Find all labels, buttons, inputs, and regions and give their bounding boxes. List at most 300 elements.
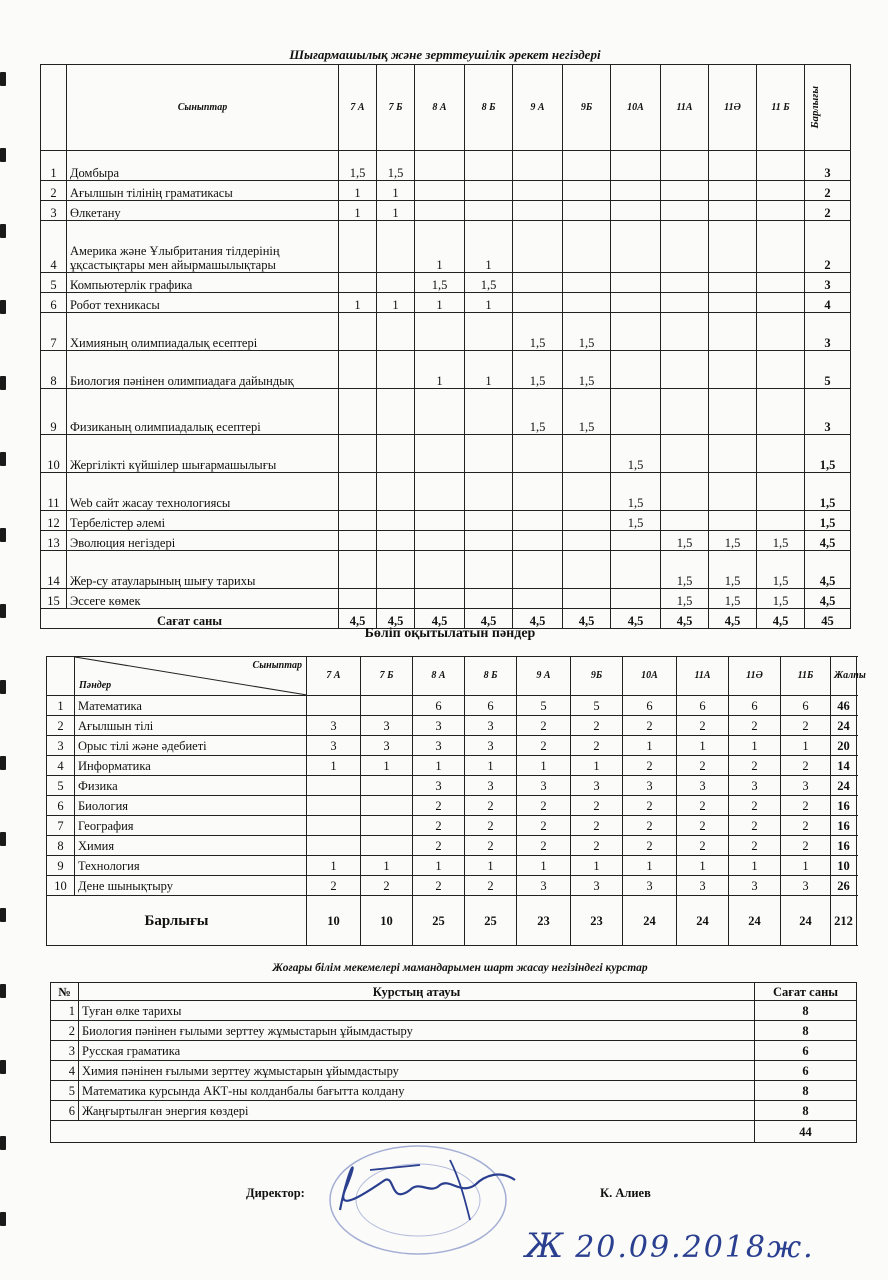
hours-cell	[513, 473, 563, 511]
activity-name: Ағылшын тілінің граматикасы	[67, 181, 339, 201]
row-total: 3	[805, 273, 851, 293]
table1-row	[41, 351, 851, 389]
hours-cell: 3	[781, 776, 831, 796]
hours-cell: 1	[361, 756, 413, 776]
hours-cell	[757, 511, 805, 531]
sum-cell: 10	[361, 896, 413, 946]
activity-name: Жер-су атауларының шығу тарихы	[67, 551, 339, 589]
row-number: 3	[47, 736, 75, 756]
hours-cell: 1	[465, 756, 517, 776]
hours-cell	[709, 221, 757, 273]
table2-row	[47, 856, 857, 876]
hours-cell	[513, 201, 563, 221]
hours-cell: 2	[517, 796, 571, 816]
hours-cell	[339, 511, 377, 531]
hours-cell	[377, 511, 415, 531]
hours-cell	[339, 589, 377, 609]
row-number: 15	[41, 589, 67, 609]
hours-cell	[377, 273, 415, 293]
hours-cell: 1	[339, 181, 377, 201]
class-header: 8 А	[415, 65, 465, 151]
class-header: 10А	[623, 657, 677, 696]
hours-cell: 6	[781, 696, 831, 716]
hours-cell	[563, 473, 611, 511]
sum-label: Барлығы	[47, 896, 307, 946]
hours-cell	[465, 511, 513, 531]
row-number: 10	[41, 435, 67, 473]
hours-cell	[307, 696, 361, 716]
sum-total: 212	[831, 896, 857, 946]
hours-cell: 6	[465, 696, 517, 716]
table3-header-row	[51, 983, 857, 1001]
hours-cell: 1	[465, 221, 513, 273]
hours-cell: 2	[677, 796, 729, 816]
row-number: 8	[47, 836, 75, 856]
hours-cell: 2	[677, 836, 729, 856]
activity-name: Эволюция негіздері	[67, 531, 339, 551]
split-subjects-table	[46, 656, 866, 946]
hours-cell	[377, 551, 415, 589]
table1-row	[41, 511, 851, 531]
hours-cell	[415, 551, 465, 589]
hours-cell: 1,5	[661, 551, 709, 589]
table2-corner	[75, 657, 307, 696]
subject-name: Орыс тілі және әдебиеті	[75, 736, 307, 756]
hours-cell: 1,5	[415, 273, 465, 293]
hours-cell: 1	[415, 221, 465, 273]
hours-cell: 1	[623, 856, 677, 876]
hours-cell	[307, 836, 361, 856]
hours-cell: 2	[571, 836, 623, 856]
hours-cell	[465, 551, 513, 589]
hours-cell: 3	[729, 876, 781, 896]
hours-cell: 1,5	[757, 589, 805, 609]
row-number: 11	[41, 473, 67, 511]
hours-cell	[611, 531, 661, 551]
table1-row	[41, 181, 851, 201]
table2-total-header: Жалпы	[831, 657, 857, 696]
hours-cell	[661, 435, 709, 473]
binder-edge	[0, 0, 10, 1280]
hours-cell: 3	[781, 876, 831, 896]
table2-row	[47, 756, 857, 776]
course-name: Математика курсында АКТ-ны колданбалы бағытта колдану	[79, 1081, 755, 1101]
hours-cell	[611, 273, 661, 293]
hours-cell: 2	[623, 756, 677, 776]
table2-row	[47, 796, 857, 816]
hours-cell: 2	[781, 756, 831, 776]
hours-cell	[757, 293, 805, 313]
hours-cell	[757, 181, 805, 201]
sum-total: 45	[805, 609, 851, 629]
row-total: 1,5	[805, 435, 851, 473]
activity-name: Химияның олимпиадалық есептері	[67, 313, 339, 351]
activity-name: Биология пәнінен олимпиадаға дайындық	[67, 351, 339, 389]
hours-cell	[611, 351, 661, 389]
hours-cell	[611, 293, 661, 313]
table3-row	[51, 1081, 857, 1101]
sum-cell: 4,5	[415, 609, 465, 629]
hours-cell	[339, 351, 377, 389]
table3-header-name: Курстың атауы	[79, 983, 755, 1001]
table2-row	[47, 736, 857, 756]
table2-row	[47, 776, 857, 796]
hours-cell	[361, 796, 413, 816]
hours-cell	[757, 201, 805, 221]
hours-cell	[339, 551, 377, 589]
row-number: 14	[41, 551, 67, 589]
hours-cell	[611, 221, 661, 273]
hours-cell: 2	[517, 836, 571, 856]
table3-row	[51, 1001, 857, 1021]
class-header: 11 Б	[757, 65, 805, 151]
table2-title: Бөліп оқытылатын пәндер	[364, 626, 536, 641]
hours-cell: 2	[623, 796, 677, 816]
hours-cell: 3	[361, 736, 413, 756]
hours-cell: 1	[517, 756, 571, 776]
class-header: 7 Б	[377, 65, 415, 151]
subject-name: Биология	[75, 796, 307, 816]
table1-row	[41, 151, 851, 181]
hours-cell	[709, 389, 757, 435]
class-header: 11Ә	[709, 65, 757, 151]
hours-cell: 1,5	[513, 351, 563, 389]
hours-cell	[563, 151, 611, 181]
hours-cell	[611, 589, 661, 609]
table1-row	[41, 473, 851, 511]
row-total: 2	[805, 181, 851, 201]
activity-name: Web сайт жасау технологиясы	[67, 473, 339, 511]
hours-cell: 1,5	[757, 531, 805, 551]
class-header: 8 А	[413, 657, 465, 696]
hours-cell: 1,5	[661, 589, 709, 609]
hours-cell	[465, 389, 513, 435]
hours-cell: 1,5	[339, 151, 377, 181]
hours-cell: 2	[729, 716, 781, 736]
hours-cell: 1,5	[611, 511, 661, 531]
hours-cell	[513, 435, 563, 473]
hours-cell: 2	[623, 836, 677, 856]
hours-cell: 1,5	[563, 313, 611, 351]
hours-cell	[513, 589, 563, 609]
hours-cell	[513, 531, 563, 551]
row-number: 4	[51, 1061, 79, 1081]
course-name: Биология пәнінен ғылыми зерттеу жұмыстарын ұйымдастыру	[79, 1021, 755, 1041]
hours-cell	[661, 181, 709, 201]
row-number: 6	[47, 796, 75, 816]
table3-row	[51, 1061, 857, 1081]
hours-cell: 2	[677, 816, 729, 836]
class-header: 7 А	[339, 65, 377, 151]
row-number: 2	[51, 1021, 79, 1041]
hours-cell: 6	[413, 696, 465, 716]
hours-cell: 1,5	[563, 351, 611, 389]
hours-cell: 2	[729, 756, 781, 776]
sum-cell: 10	[307, 896, 361, 946]
corner-subjects-label: Пәндер	[79, 680, 112, 691]
hours-cell	[339, 435, 377, 473]
row-total: 16	[831, 796, 857, 816]
hours-cell: 1,5	[709, 551, 757, 589]
activity-name: Эссеге көмек	[67, 589, 339, 609]
hours-cell: 2	[677, 756, 729, 776]
hours-cell	[361, 696, 413, 716]
hours-cell: 3	[571, 876, 623, 896]
hours-cell	[563, 551, 611, 589]
director-signature	[300, 1150, 530, 1230]
hours-cell	[709, 181, 757, 201]
hours-cell: 2	[571, 716, 623, 736]
row-total: 1,5	[805, 473, 851, 511]
hours-cell	[465, 181, 513, 201]
hours-cell	[415, 531, 465, 551]
hours-cell	[513, 293, 563, 313]
activity-name: Өлкетану	[67, 201, 339, 221]
row-total: 46	[831, 696, 857, 716]
hours-cell	[513, 221, 563, 273]
row-total: 24	[831, 716, 857, 736]
hours-cell: 5	[517, 696, 571, 716]
subject-name: Физика	[75, 776, 307, 796]
hours-cell: 3	[677, 776, 729, 796]
row-total: 2	[805, 221, 851, 273]
row-number: 4	[41, 221, 67, 273]
hours-cell	[757, 221, 805, 273]
hours-cell: 2	[781, 796, 831, 816]
hours-cell	[563, 293, 611, 313]
hours-cell: 3	[623, 876, 677, 896]
hours-cell: 1	[571, 756, 623, 776]
hours-cell: 1	[781, 736, 831, 756]
row-number: 2	[41, 181, 67, 201]
row-total: 4,5	[805, 531, 851, 551]
sum-cell: 25	[465, 896, 517, 946]
class-header: 7 Б	[361, 657, 413, 696]
row-total: 4	[805, 293, 851, 313]
row-total: 2	[805, 201, 851, 221]
hours-cell	[611, 389, 661, 435]
hours-cell	[339, 473, 377, 511]
hours-cell	[709, 273, 757, 293]
hours-cell	[757, 435, 805, 473]
hours-cell	[513, 511, 563, 531]
hours-cell: 1	[307, 756, 361, 776]
hours-cell: 1	[729, 736, 781, 756]
hours-cell	[465, 313, 513, 351]
course-hours: 8	[755, 1021, 857, 1041]
hours-cell: 1,5	[661, 531, 709, 551]
hours-cell	[377, 531, 415, 551]
hours-cell: 1,5	[611, 473, 661, 511]
director-name: К. Алиев	[600, 1186, 651, 1200]
table1-row	[41, 293, 851, 313]
university-courses-table	[50, 982, 857, 1143]
hours-cell	[465, 201, 513, 221]
hours-cell	[563, 511, 611, 531]
hours-cell: 2	[781, 716, 831, 736]
row-number: 5	[47, 776, 75, 796]
activity-name: Америка және Ұлыбритания тілдерінің ұқсастықтары мен айырмашылықтары	[67, 221, 339, 273]
activity-name: Тербелістер әлемі	[67, 511, 339, 531]
hours-cell: 3	[307, 716, 361, 736]
row-number: 7	[41, 313, 67, 351]
hours-cell: 3	[465, 736, 517, 756]
hours-cell: 1	[339, 201, 377, 221]
hours-cell: 5	[571, 696, 623, 716]
hours-cell	[415, 589, 465, 609]
table2-row	[47, 716, 857, 736]
hours-cell: 6	[677, 696, 729, 716]
hours-cell	[661, 221, 709, 273]
hours-cell: 1	[677, 736, 729, 756]
sum-cell: 24	[677, 896, 729, 946]
hours-cell: 2	[623, 716, 677, 736]
hours-cell	[465, 589, 513, 609]
row-number: 9	[47, 856, 75, 876]
table1-row	[41, 531, 851, 551]
hours-cell: 3	[729, 776, 781, 796]
hours-cell	[377, 389, 415, 435]
hours-cell: 1	[361, 856, 413, 876]
hours-cell	[339, 273, 377, 293]
subject-name: Информатика	[75, 756, 307, 776]
hours-cell: 1	[413, 856, 465, 876]
sum-cell: 24	[623, 896, 677, 946]
subject-name: Математика	[75, 696, 307, 716]
row-number: 13	[41, 531, 67, 551]
table1-header-row	[41, 65, 851, 151]
hours-cell	[661, 313, 709, 351]
hours-cell: 1	[415, 351, 465, 389]
activity-name: Робот техникасы	[67, 293, 339, 313]
activity-name: Жергілікті күйшілер шығармашылығы	[67, 435, 339, 473]
activity-name: Физиканың олимпиадалық есептері	[67, 389, 339, 435]
hours-cell: 1	[413, 756, 465, 776]
table2-header-row	[47, 657, 857, 696]
subject-name: Технология	[75, 856, 307, 876]
row-number: 7	[47, 816, 75, 836]
hours-cell: 2	[413, 876, 465, 896]
corner-classes-label: Сыныптар	[252, 660, 302, 671]
hours-cell: 2	[781, 836, 831, 856]
sum-cell: 4,5	[339, 609, 377, 629]
hours-cell: 2	[729, 816, 781, 836]
hours-cell: 2	[413, 796, 465, 816]
row-number: 5	[41, 273, 67, 293]
row-number: 1	[47, 696, 75, 716]
row-number: 3	[51, 1041, 79, 1061]
hours-cell: 3	[413, 776, 465, 796]
class-header: 10А	[611, 65, 661, 151]
hours-cell	[709, 435, 757, 473]
hours-cell: 1,5	[709, 531, 757, 551]
hours-cell: 1	[307, 856, 361, 876]
table1-row	[41, 389, 851, 435]
hours-cell	[563, 201, 611, 221]
hours-cell	[563, 221, 611, 273]
hours-cell	[513, 551, 563, 589]
hours-cell: 1	[517, 856, 571, 876]
hours-cell	[563, 589, 611, 609]
row-number: 6	[41, 293, 67, 313]
table2-row	[47, 876, 857, 896]
subject-name: Ағылшын тілі	[75, 716, 307, 736]
hours-cell	[757, 313, 805, 351]
hours-cell: 3	[413, 716, 465, 736]
hours-cell	[709, 201, 757, 221]
hours-cell	[709, 511, 757, 531]
table1-row	[41, 221, 851, 273]
hours-cell	[307, 796, 361, 816]
hours-cell: 2	[571, 816, 623, 836]
row-number: 2	[47, 716, 75, 736]
hours-cell: 2	[465, 816, 517, 836]
hours-cell	[661, 293, 709, 313]
subject-name: Дене шынықтыру	[75, 876, 307, 896]
hours-cell: 1	[377, 201, 415, 221]
hours-cell	[757, 473, 805, 511]
hours-cell	[757, 151, 805, 181]
activity-name: Компьютерлік графика	[67, 273, 339, 293]
hours-cell: 1,5	[513, 389, 563, 435]
course-hours: 6	[755, 1061, 857, 1081]
hours-cell: 1	[571, 856, 623, 876]
hours-cell	[661, 389, 709, 435]
hours-cell: 3	[623, 776, 677, 796]
table2-row	[47, 696, 857, 716]
class-header: 11Ә	[729, 657, 781, 696]
class-header: 8 Б	[465, 65, 513, 151]
course-name: Туған өлке тарихы	[79, 1001, 755, 1021]
hours-cell: 1	[339, 293, 377, 313]
table2-sum-row	[47, 896, 857, 946]
table1-row	[41, 201, 851, 221]
class-header: 11А	[677, 657, 729, 696]
hours-cell: 3	[413, 736, 465, 756]
hours-cell	[465, 531, 513, 551]
sum-cell: 4,5	[377, 609, 415, 629]
hours-cell: 3	[465, 716, 517, 736]
hours-cell	[415, 511, 465, 531]
table3-row	[51, 1021, 857, 1041]
hours-cell: 6	[729, 696, 781, 716]
sum-cell: 25	[413, 896, 465, 946]
hours-cell: 2	[307, 876, 361, 896]
hours-cell: 2	[677, 716, 729, 736]
course-hours: 8	[755, 1101, 857, 1121]
hours-cell	[307, 776, 361, 796]
row-total: 10	[831, 856, 857, 876]
table3-row	[51, 1041, 857, 1061]
hours-cell	[465, 473, 513, 511]
table1-title: Шығармашылық және зерттеушілік әрекет негіздері	[289, 47, 601, 62]
hours-cell	[465, 151, 513, 181]
row-total: 5	[805, 351, 851, 389]
class-header: 9Б	[571, 657, 623, 696]
hours-cell	[563, 273, 611, 293]
row-number: 8	[41, 351, 67, 389]
hours-cell	[415, 313, 465, 351]
hours-cell	[661, 273, 709, 293]
table2-row	[47, 836, 857, 856]
sum-cell: 4,5	[709, 609, 757, 629]
hours-cell	[415, 473, 465, 511]
row-total: 14	[831, 756, 857, 776]
row-total: 16	[831, 816, 857, 836]
hours-cell	[757, 389, 805, 435]
sum-cell: 4,5	[661, 609, 709, 629]
hours-cell: 1	[415, 293, 465, 313]
